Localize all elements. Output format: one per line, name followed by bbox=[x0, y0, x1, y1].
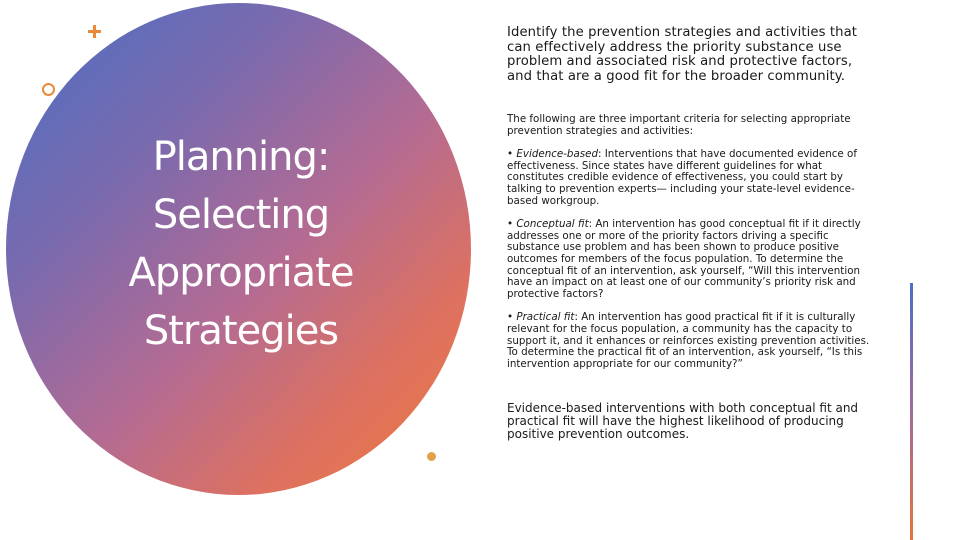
criterion-term: Evidence-based bbox=[516, 148, 599, 161]
content-column bbox=[507, 26, 873, 441]
slide-title: Planning: Selecting Appropriate Strategies bbox=[128, 134, 354, 354]
criterion-text: An intervention has good conceptual fit if it directly addresses one or more of the priority factors driving a specific substance use problem and has been shown to produce positive outcomes for members of the focus population. To determine the conceptual fit of an intervention, ask yourself, “Will this intervention have an impact on at least one of our community’s priority risk and protective factors? bbox=[507, 218, 861, 300]
plus-icon bbox=[87, 24, 103, 40]
accent-bar bbox=[910, 283, 913, 540]
criterion-term: Practical fit bbox=[516, 311, 575, 324]
criterion-term: Conceptual fit bbox=[516, 218, 589, 231]
criterion-text: An intervention has good practical fit if it is culturally relevant for the focus population, a community has the capacity to support it, and it enhances or reinforces existing prevention activities. To determine the practical fit of an intervention, ask yourself, “Is this intervention appropriate for our community?” bbox=[507, 311, 870, 370]
criterion-separator: : bbox=[574, 311, 578, 324]
ring-icon bbox=[42, 83, 55, 96]
criterion-practical-fit bbox=[507, 312, 873, 370]
conclusion-paragraph: Evidence-based interventions with both conceptual fit and practical fit will have the highest likelihood of producing positive prevention outcomes. bbox=[507, 401, 859, 441]
criterion-evidence-based bbox=[507, 149, 873, 207]
criterion-separator: : bbox=[588, 218, 593, 231]
bullet-marker: • bbox=[507, 311, 514, 324]
criterion-conceptual-fit bbox=[507, 219, 873, 300]
intro-paragraph: Identify the prevention strategies and activities that can effectively address the priority substance use problem and associated risk and protective factors, and that are a good fit for the broader community. bbox=[507, 25, 858, 84]
dot-icon bbox=[427, 452, 436, 461]
bullet-marker: • bbox=[507, 218, 514, 231]
criterion-text: Interventions that have documented evidence of effectiveness. Since states have different guidelines for what constitutes credible evidence of effectiveness, you could start by talking to prevention experts— including your state-level evidence-based workgroup. bbox=[507, 148, 857, 207]
criteria-lead: The following are three important criteria for selecting appropriate prevention strategies and activities: bbox=[507, 113, 851, 137]
bullet-marker: • bbox=[507, 148, 514, 161]
criterion-separator: : bbox=[598, 148, 602, 161]
